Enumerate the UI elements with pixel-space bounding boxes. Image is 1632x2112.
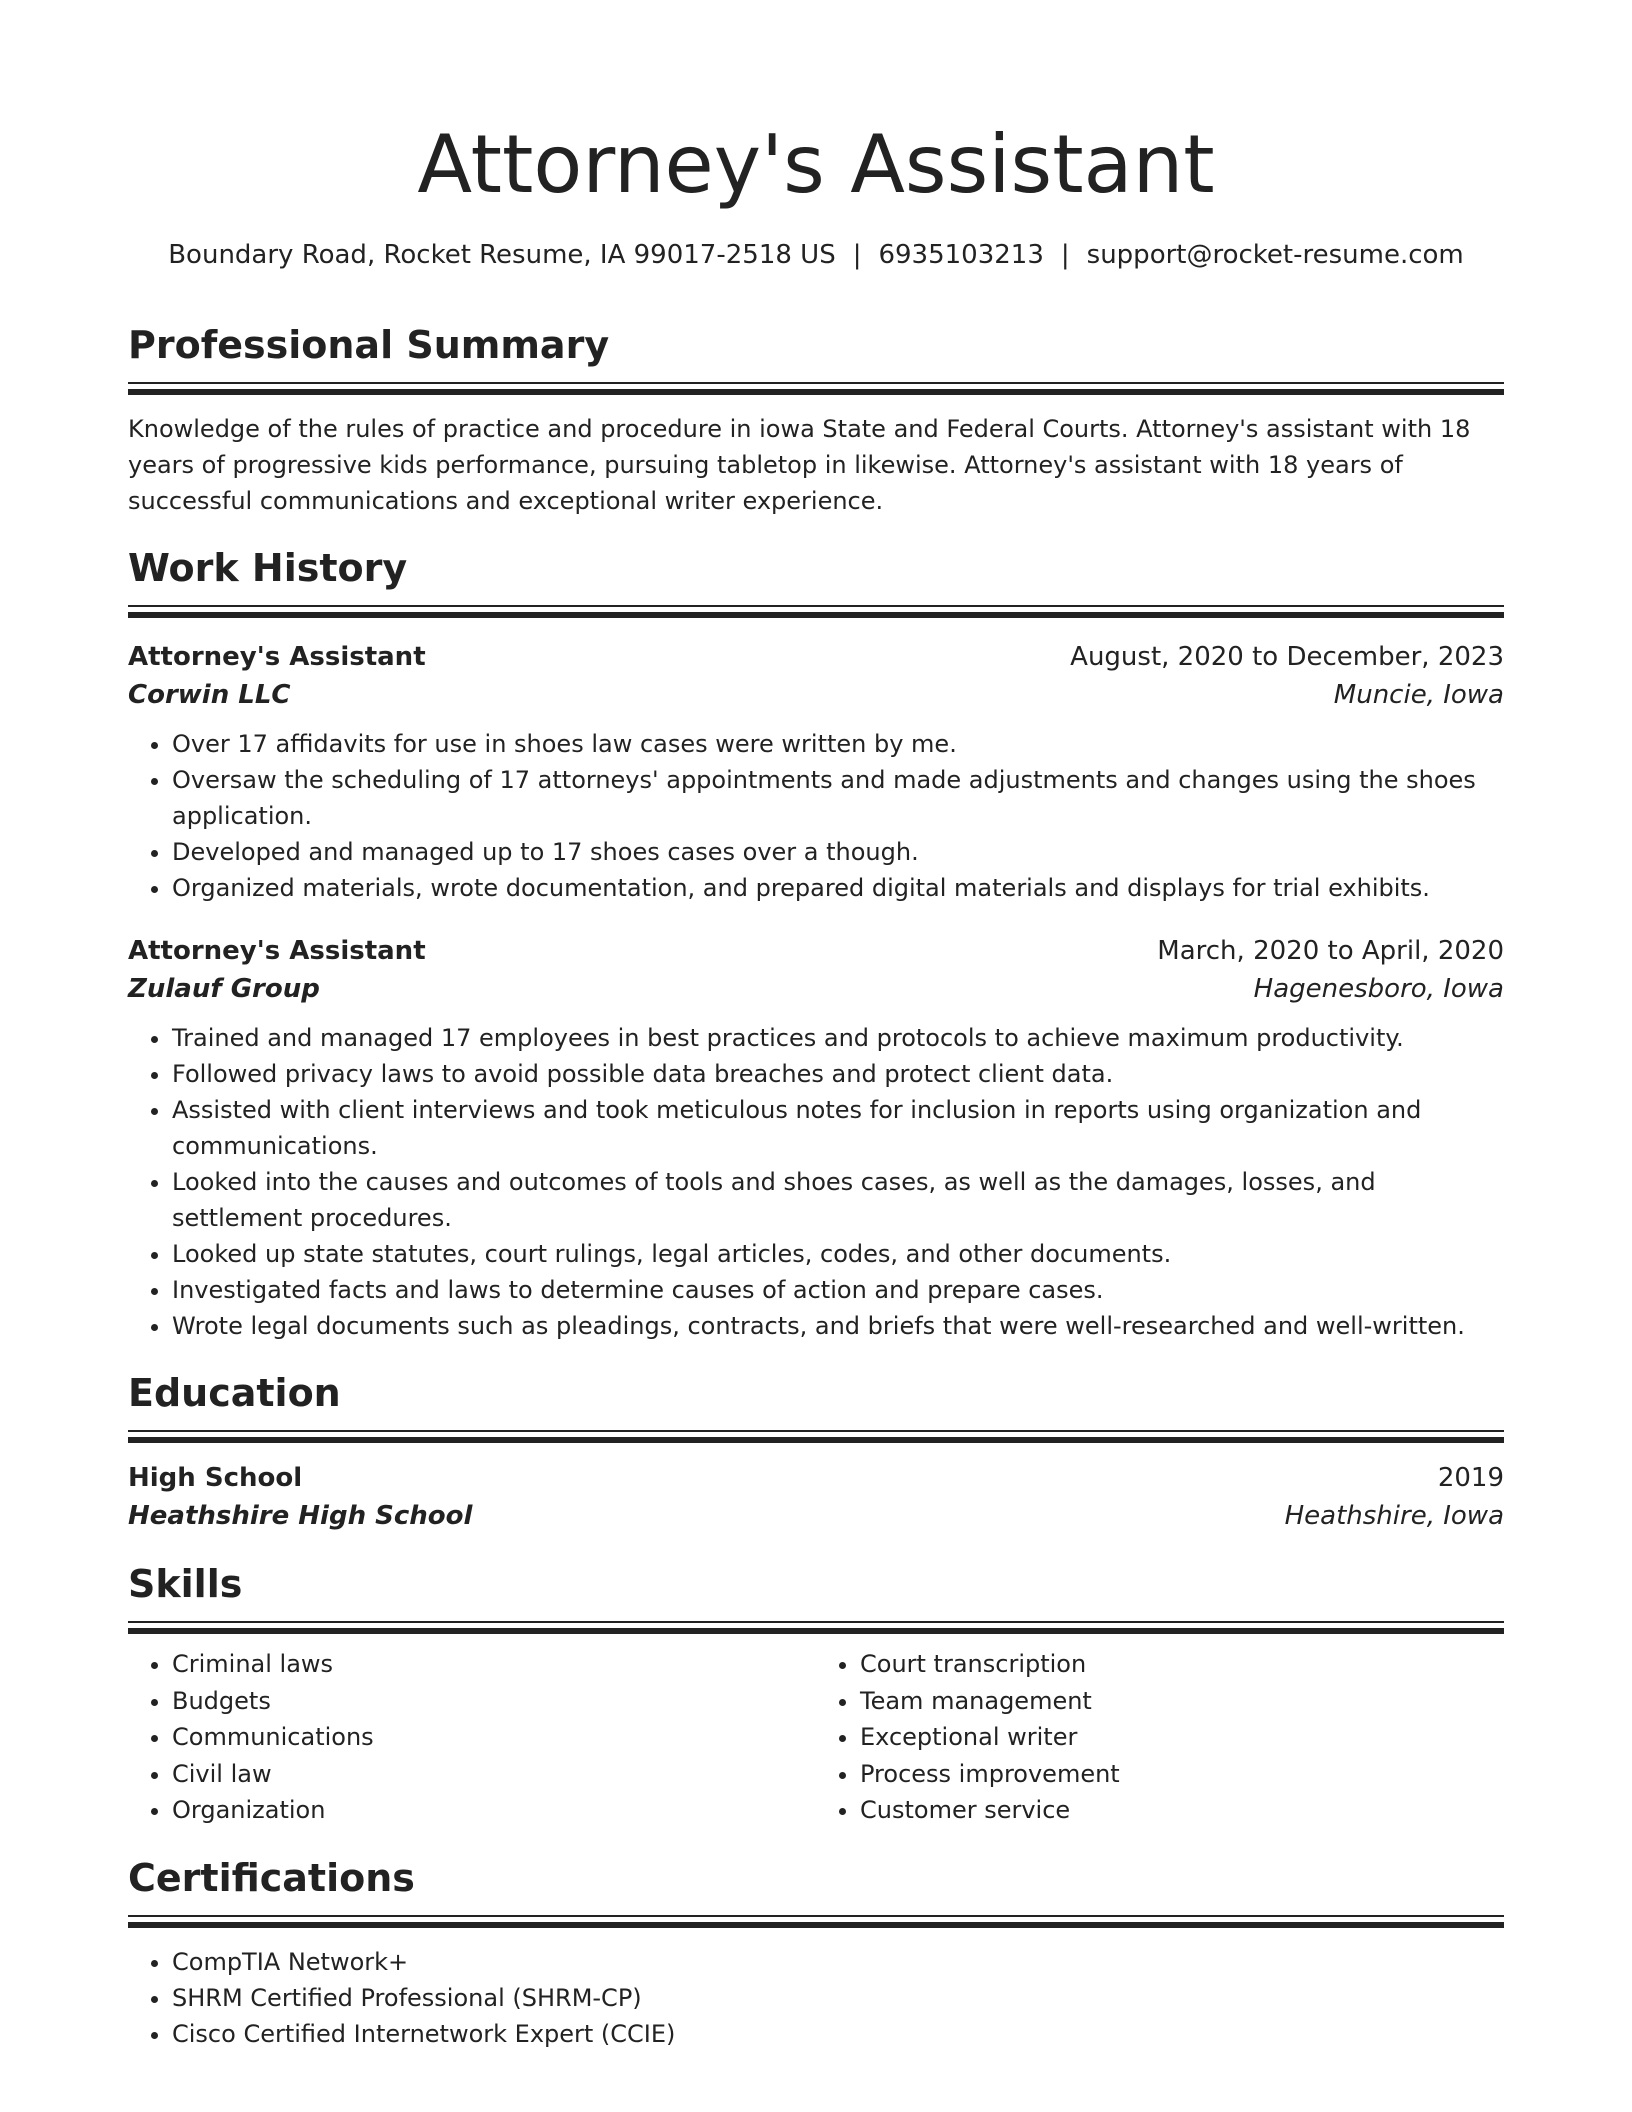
education-school: Heathshire High School	[128, 1501, 473, 1531]
job-bullet: • Looked up state statutes, court rulings, legal articles, codes, and other documents.	[172, 1236, 1504, 1272]
job-entry	[128, 638, 1504, 906]
skill-item: • Court transcription	[860, 1646, 1504, 1683]
certification-item: • SHRM Certified Professional (SHRM-CP)	[172, 1980, 1504, 2016]
skill-item: • Criminal laws	[172, 1646, 816, 1683]
job-entry	[128, 932, 1504, 1344]
education-degree: High School	[128, 1463, 303, 1493]
section-title-education: Education	[128, 1371, 341, 1415]
contact-phone: 6935103213	[878, 240, 1044, 270]
job-bullet: • Looked into the causes and outcomes of tools and shoes cases, as well as the damages, losses, and settlement procedures.	[172, 1164, 1504, 1236]
job-bullet: • Investigated facts and laws to determine causes of action and prepare cases.	[172, 1272, 1504, 1308]
certifications-section	[128, 1851, 1504, 2052]
job-role: Attorney's Assistant	[128, 642, 426, 672]
section-title-certifications: Certifications	[128, 1855, 415, 1900]
section-title-summary: Professional Summary	[128, 323, 610, 367]
work-section	[128, 541, 1504, 1344]
education-year: 2019	[1437, 1463, 1504, 1493]
section-rule-thin	[128, 1915, 1504, 1917]
skill-item: • Team management	[860, 1683, 1504, 1720]
job-company: Corwin LLC	[128, 680, 291, 710]
education-subheader	[128, 1497, 1504, 1535]
contact-separator: |	[852, 240, 862, 270]
education-entry	[128, 1459, 1504, 1535]
resume-content	[128, 318, 1504, 2052]
section-title-skills: Skills	[128, 1562, 243, 1606]
job-location: Muncie, Iowa	[1333, 680, 1504, 710]
certification-item: • CompTIA Network+	[172, 1944, 1504, 1980]
education-location: Heathshire, Iowa	[1284, 1501, 1504, 1531]
section-rule-thick	[128, 1437, 1504, 1443]
job-bullets	[128, 726, 1504, 906]
job-bullet: • Trained and managed 17 employees in best practices and protocols to achieve maximum productivity.	[172, 1020, 1504, 1056]
job-subheader	[128, 676, 1504, 714]
skills-list-right	[816, 1646, 1504, 1829]
education-header	[128, 1459, 1504, 1497]
skill-item: • Process improvement	[860, 1756, 1504, 1793]
section-rule-thick	[128, 1628, 1504, 1634]
job-header	[128, 932, 1504, 970]
section-rule-thin	[128, 382, 1504, 384]
summary-text: Knowledge of the rules of practice and procedure in iowa State and Federal Courts. Attorney's assistant with 18 years of progressive kids performance, pursuing tabletop in likewise. Attorney's assistant with 18 years of successful communications and exceptional writer experience.	[128, 415, 1471, 515]
section-rule-thick	[128, 1922, 1504, 1928]
job-bullet: • Assisted with client interviews and took meticulous notes for inclusion in reports using organization and communications.	[172, 1092, 1504, 1164]
section-rule-thin	[128, 1430, 1504, 1432]
skill-item: • Exceptional writer	[860, 1719, 1504, 1756]
skill-item: • Budgets	[172, 1683, 816, 1720]
job-location: Hagenesboro, Iowa	[1253, 974, 1504, 1004]
section-rule-thin	[128, 605, 1504, 607]
job-bullets	[128, 1020, 1504, 1344]
skills-section	[128, 1557, 1504, 1829]
contact-email: support@rocket-resume.com	[1086, 240, 1464, 270]
summary-section	[128, 318, 1504, 519]
section-rule-thick	[128, 612, 1504, 618]
section-rule-thick	[128, 389, 1504, 395]
job-bullet: • Oversaw the scheduling of 17 attorneys' appointments and made adjustments and changes using the shoes application.	[172, 762, 1504, 834]
skill-item: • Organization	[172, 1792, 816, 1829]
job-dates: August, 2020 to December, 2023	[1070, 642, 1504, 672]
job-header	[128, 638, 1504, 676]
job-role: Attorney's Assistant	[128, 936, 426, 966]
job-bullet: • Wrote legal documents such as pleadings, contracts, and briefs that were well-researched and well-written.	[172, 1308, 1504, 1344]
job-dates: March, 2020 to April, 2020	[1157, 936, 1504, 966]
job-company: Zulauf Group	[128, 974, 320, 1004]
contact-address: Boundary Road, Rocket Resume, IA 99017-2518 US	[168, 240, 836, 270]
contact-separator: |	[1060, 240, 1070, 270]
resume-name: Attorney's Assistant	[417, 118, 1215, 211]
certifications-list	[128, 1944, 1504, 2052]
section-rule-thin	[128, 1621, 1504, 1623]
job-bullet: • Over 17 affidavits for use in shoes law cases were written by me.	[172, 726, 1504, 762]
skills-columns	[128, 1646, 1504, 1829]
certification-item: • Cisco Certified Internetwork Expert (CCIE)	[172, 2016, 1504, 2052]
job-bullet: • Developed and managed up to 17 shoes cases over a though.	[172, 834, 1504, 870]
section-title-work: Work History	[128, 546, 408, 590]
education-section	[128, 1366, 1504, 1535]
skill-item: • Customer service	[860, 1792, 1504, 1829]
job-bullet: • Organized materials, wrote documentation, and prepared digital materials and displays for trial exhibits.	[172, 870, 1504, 906]
skill-item: • Civil law	[172, 1756, 816, 1793]
contact-line	[0, 240, 1632, 270]
job-subheader	[128, 970, 1504, 1008]
skills-list-left	[128, 1646, 816, 1829]
job-bullet: • Followed privacy laws to avoid possible data breaches and protect client data.	[172, 1056, 1504, 1092]
skill-item: • Communications	[172, 1719, 816, 1756]
